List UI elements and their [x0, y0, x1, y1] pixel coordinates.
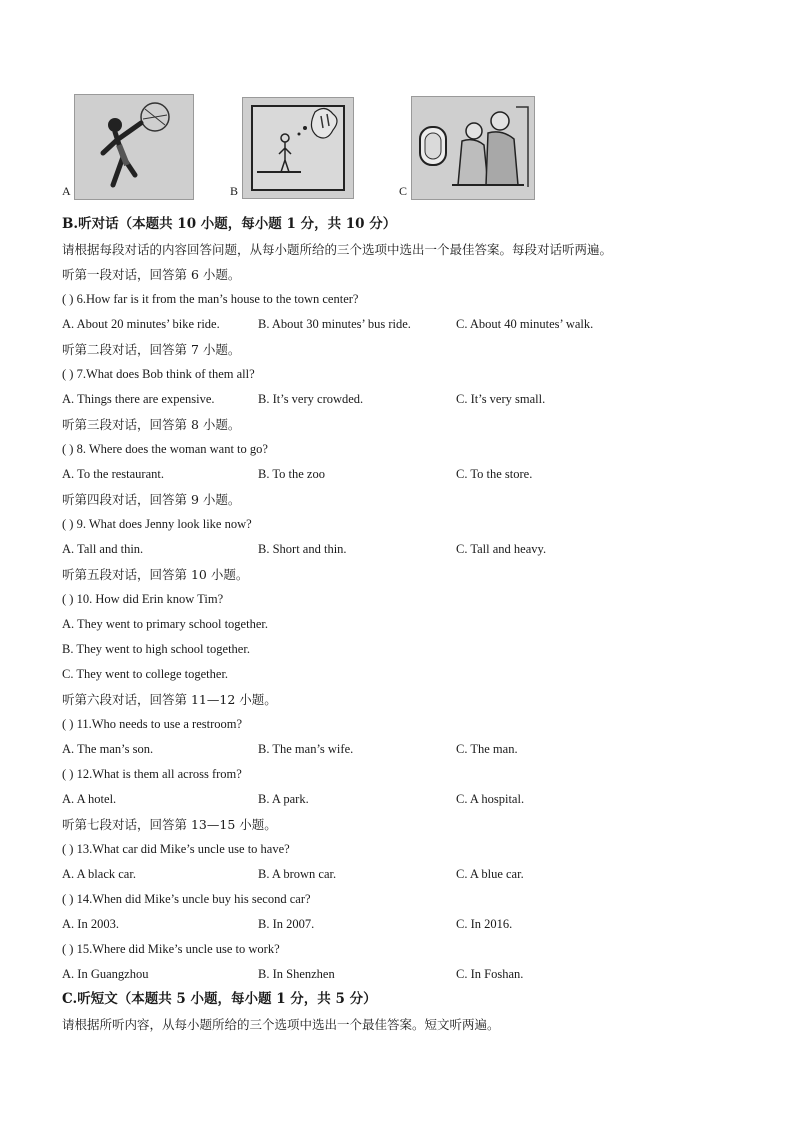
- dialogue-intro: 听第六段对话，回答第 11—12 小题。: [62, 692, 277, 707]
- dialogue-intro: 听第四段对话，回答第 9 小题。: [62, 492, 241, 507]
- answer-option: B. A park.: [258, 792, 309, 806]
- question-text: ( ) 10. How did Erin know Tim?: [62, 592, 224, 606]
- question-text: ( ) 6.How far is it from the man’s house to the town center?: [62, 292, 359, 306]
- dialogue-intro: 听第二段对话，回答第 7 小题。: [62, 342, 241, 357]
- basketball-player-photo: [74, 94, 194, 200]
- answer-option: A. To the restaurant.: [62, 467, 164, 481]
- dialogue-intro: 听第一段对话，回答第 6 小题。: [62, 267, 241, 282]
- answer-option: C. Tall and heavy.: [456, 542, 547, 556]
- question-text: ( ) 8. Where does the woman want to go?: [62, 442, 268, 456]
- options-row: [62, 387, 762, 412]
- question-text: ( ) 14.When did Mike’s uncle buy his second car?: [62, 892, 311, 906]
- answer-option: A. A hotel.: [62, 792, 117, 806]
- answer-option: A. In Guangzhou: [62, 967, 149, 981]
- plane-passengers-photo: [411, 96, 535, 200]
- options-row: [62, 737, 762, 762]
- options-row: [62, 787, 762, 812]
- question-text: ( ) 13.What car did Mike’s uncle use to have?: [62, 842, 290, 856]
- section-c-heading: C.听短文（本题共 5 小题，每小题 1 分，共 5 分）: [62, 991, 377, 1007]
- answer-option: C. It’s very small.: [456, 392, 546, 406]
- answer-option: A. In 2003.: [62, 917, 119, 931]
- answer-option: C. About 40 minutes’ walk.: [456, 317, 594, 331]
- answer-option: B. The man’s wife.: [258, 742, 354, 756]
- question-text: ( ) 9. What does Jenny look like now?: [62, 517, 252, 531]
- question-text: ( ) 12.What is them all across from?: [62, 767, 242, 781]
- answer-option: A. They went to primary school together.: [62, 617, 268, 631]
- answer-option: A. Things there are expensive.: [62, 392, 215, 406]
- answer-option: B. About 30 minutes’ bus ride.: [258, 317, 411, 331]
- answer-option: C. They went to college together.: [62, 667, 229, 681]
- question-text: ( ) 7.What does Bob think of them all?: [62, 367, 255, 381]
- answer-option: B. In Shenzhen: [258, 967, 335, 981]
- question-text: ( ) 15.Where did Mike’s uncle use to work?: [62, 942, 280, 956]
- section-b-instruction: 请根据每段对话的内容回答问题，从每小题所给的三个选项中选出一个最佳答案。每段对话听两遍。: [62, 242, 613, 257]
- dialogue-intro: 听第三段对话，回答第 8 小题。: [62, 417, 241, 432]
- dialogue-intro: 听第七段对话，回答第 13—15 小题。: [62, 817, 277, 832]
- answer-option: A. A black car.: [62, 867, 136, 881]
- answer-option: A. Tall and thin.: [62, 542, 144, 556]
- picture-c-label: C: [399, 184, 408, 198]
- question-text: ( ) 11.Who needs to use a restroom?: [62, 717, 243, 731]
- options-row: [62, 962, 762, 987]
- section-c-instruction: 请根据所听内容，从每小题所给的三个选项中选出一个最佳答案。短文听两遍。: [62, 1017, 500, 1032]
- answer-option: C. A hospital.: [456, 792, 525, 806]
- picture-a-label: A: [62, 184, 71, 198]
- answer-option: B. Short and thin.: [258, 542, 347, 556]
- answer-option: C. To the store.: [456, 467, 533, 481]
- answer-option: B. To the zoo: [258, 467, 325, 481]
- answer-option: C. A blue car.: [456, 867, 524, 881]
- answer-option: B. In 2007.: [258, 917, 315, 931]
- answer-option: C. The man.: [456, 742, 518, 756]
- picture-b-label: B: [230, 184, 239, 198]
- options-row: [62, 912, 762, 937]
- listening-section: [62, 212, 762, 1037]
- dialogue-intro: 听第五段对话，回答第 10 小题。: [62, 567, 249, 582]
- answer-option: B. They went to high school together.: [62, 642, 250, 656]
- answer-option: A. About 20 minutes’ bike ride.: [62, 317, 220, 331]
- answer-option: B. It’s very crowded.: [258, 392, 364, 406]
- stick-figure-thinking-photo: [242, 97, 354, 199]
- options-row: [62, 537, 762, 562]
- answer-option: C. In 2016.: [456, 917, 513, 931]
- picture-options: [62, 94, 562, 204]
- answer-option: C. In Foshan.: [456, 967, 524, 981]
- answer-option: A. The man’s son.: [62, 742, 154, 756]
- options-row: [62, 312, 762, 337]
- options-row: [62, 862, 762, 887]
- options-row: [62, 462, 762, 487]
- section-b-heading: B.听对话（本题共 10 小题，每小题 1 分，共 10 分）: [62, 216, 397, 232]
- answer-option: B. A brown car.: [258, 867, 337, 881]
